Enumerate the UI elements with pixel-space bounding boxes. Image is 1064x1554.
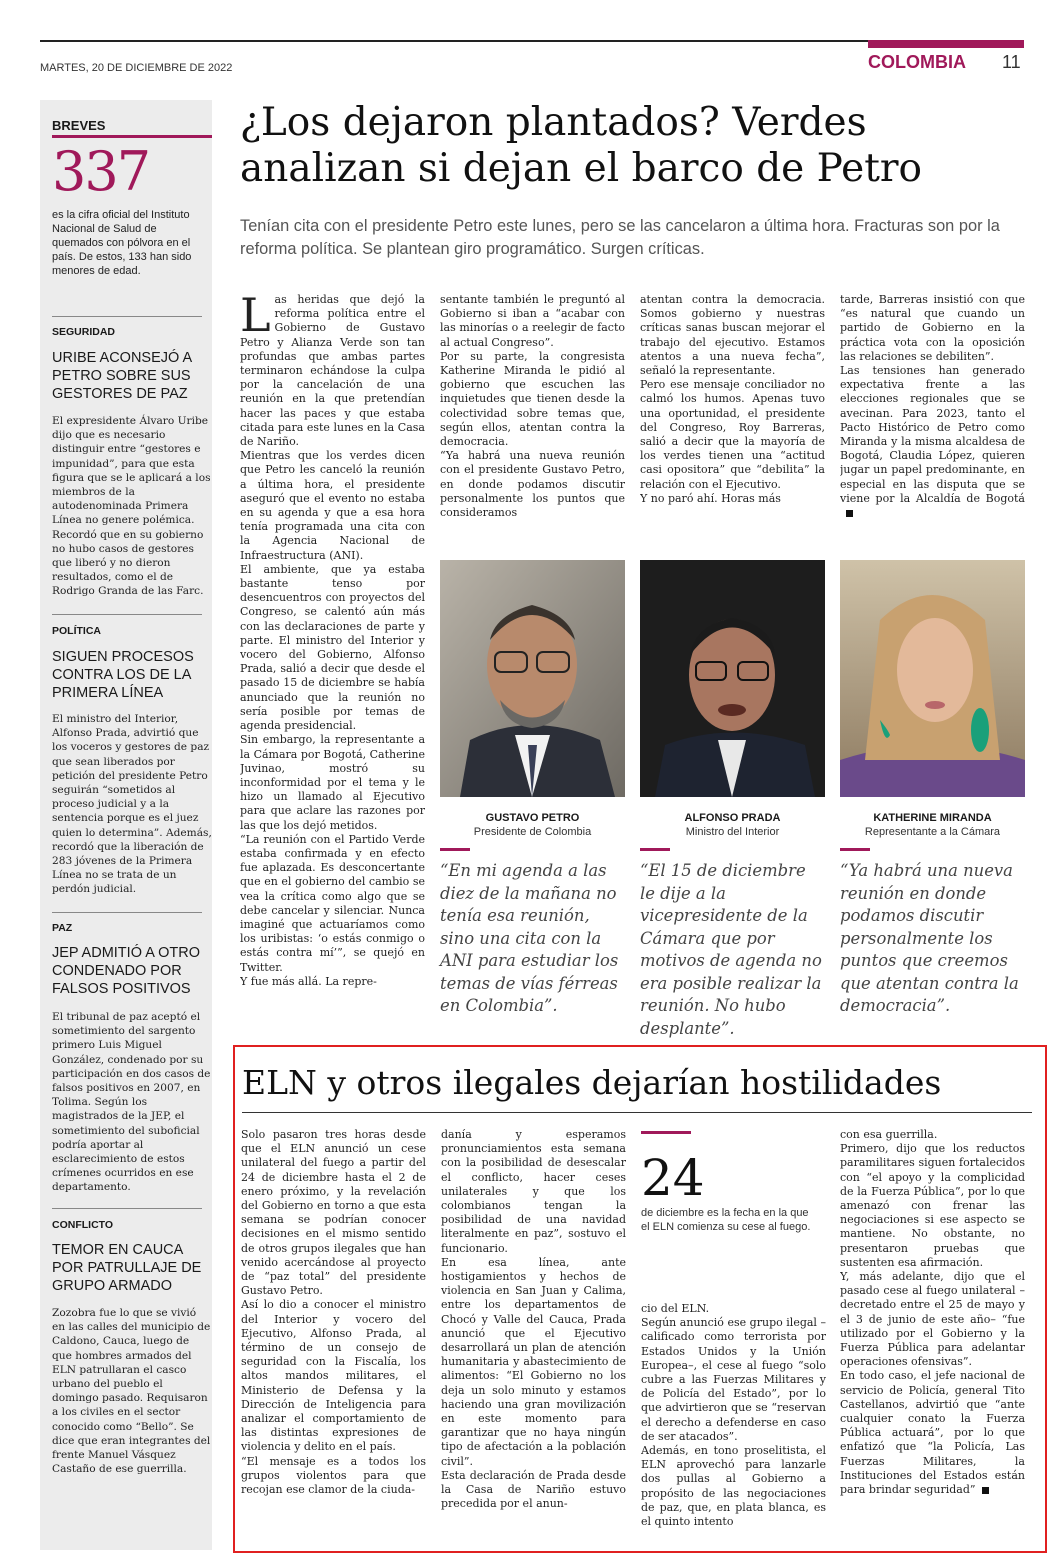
sidebar-stat-number: 337 [52, 140, 150, 203]
profile-quote: “En mi agenda a las diez de la mañana no tenía esa reunión, sino una cita con la ANI para estudiar los temas de vías férreas en Colombia”. [440, 861, 619, 1015]
article-column-1-text: as heridas que dejó la reforma política entre el Gobierno de Gustavo Petro y Alianza Verde son tan profundas que ambas partes terminaron echándose la culpa por la cancelación de una reunión en la que pretendían hacer las paces y que estaba citada para este lunes en la Casa de Nariño. Mientras que los verdes dicen que Petro les canceló la reunión a última hora, el presidente aseguró que el evento no estaba en su agenda y que a esa hora tenía programada una cita con la Agencia Nacional de Infraestructura (ANI). El ambiente, que ya estaba bastante tenso por desencuentros con proyectos del Congreso, se calentó aún más con las declaraciones de parte y parte. El ministro del Interior y vocero del Gobierno, Alfonso Prada, salió a decir que desde el pasado 15 de diciembre se había anunciado que la reunión no sería posible por temas de agenda presidencial. Sin embargo, la representante a la Cámara por Bogotá, Catherine Juvinao, mostró su inconformidad por el tema y le hizo un llamado al Ejecutivo para que aclare las razones por las que los dejó metidos. “La reunión con el Partido Verde estaba confirmada y en efecto fue aplazada. Es desconcertante que en el gobierno del cambio se vea la crítica como algo que se debe cancelar y silenciar. Nunca imaginé que actuaríamos como los uribistas: ‘o estás conmigo o estás contra mí’”, se quejó en Twitter. Y fue más allá. La repre- [240, 293, 425, 988]
article-column-1 [240, 293, 425, 1023]
sidebar-divider [52, 1208, 202, 1209]
prada-photo [640, 560, 825, 797]
brief-headline: JEP ADMITIÓ A OTRO CONDENADO POR FALSOS POSITIVOS [52, 945, 200, 997]
article-column-2: sentante también le preguntó al Gobierno si iban a “acabar con las minorías o a reelegir de facto al actual Congreso”. Por su parte, la congresista Katherine Miranda le pidió al gobierno que escuchen las inquietudes que tienen desde la colectividad sobre temas que, según ellos, atentan contra la democracia. “Ya habrá una nueva reunión con el presidente Gustavo Petro, en donde podamos discutir personalmente los puntos que consideramos [440, 293, 625, 520]
sidebar-stat-text: es la cifra oficial del Instituto Nacional de Salud de quemados con pólvora en el país. De estos, 133 han sido menores de edad. [52, 209, 192, 277]
quote-rule [840, 848, 870, 851]
brief-body: El tribunal de paz aceptó el sometimiento del sargento primero Luis Miguel González, condenado por su participación en dos casos de falsos positivos en 2007, en Tolima. Según los magistrados de la JEP, el sometimiento del suboficial podría aportar al esclarecimiento de estos crímenes ocurridos en ese departamento. [52, 1011, 211, 1194]
second-headline: ELN y otros ilegales dejarían hostilidades [242, 1063, 942, 1102]
second-article-column-3: cio del ELN. Según anunció ese grupo ilegal –calificado como terrorista por Estados Unidos y la Unión Europea–, el cese al fuego “solo cubre a las Fuerzas Militares y de Policía del Estado”, por lo que advirtieron que se “reservan el derecho a defenderse en caso de ser atacados”. Además, en tono proselitista, el ELN aprovechó para lanzarle dos pullas al Gobierno a propósito de las negociaciones de paz, que, en plata blanca, es el quinto intento [641, 1302, 826, 1529]
brief-body: El ministro del Interior, Alfonso Prada, advirtió que los voceros y gestores de paz que sean liberados por petición del presidente Petro seguirán “sometidos al proceso judicial y a la sentencia porque es el juez quien lo determina”. Además, recordó que la liberación de 283 jóvenes de la Primera Línea no se trata de un perdón judicial. [52, 713, 212, 896]
brief-category: SEGURIDAD [52, 326, 116, 338]
drop-cap: L [240, 293, 271, 342]
brief-body: El expresidente Álvaro Uribe dijo que es necesario distinguir entre “gestores e impunidad”, para que esta figura que se le aplicará a los miembros de la autodenominada Primera Línea no genere polémica. Recordó que en su gobierno no hubo casos de gestores que liberó y no dieron resultados, como el de Rodrigo Granda de las Farc. [52, 415, 211, 598]
quote-rule [640, 848, 670, 851]
miranda-photo [840, 560, 1025, 797]
second-article-column-4-text: con esa guerrilla. Primero, dijo que los reductos paramilitares siguen fortalecidos con “el apoyo y la complicidad de la Fuerza Pública”, por lo que amenazó con frenar las negociaciones si ese aspecto se mantiene. No obstante, no presentaron pruebas que sustenten esa afirmación. Y, más adelante, dijo que el pasado cese al fuego unilateral –decretado entre el 25 de mayo y el 3 de junio de este año– “fue utilizado por el Gobierno y la Fuerza Pública para adelantar operaciones ofensivas”. En todo caso, el jefe nacional de servicio de Policía, general Tito Castellanos, advirtió que “ante cualquier conato la Fuerza Pública actuará”, por lo que enfatizó que “la Policía, Las Fuerzas Militares, la Instituciones del Estados están para brindar seguridad” [840, 1128, 1025, 1497]
profile-quote: “Ya habrá una nueva reunión en donde podamos discutir personalmente los puntos que creemos que atentan contra la democracia”. [840, 861, 1019, 1015]
profile-name: ALFONSO PRADA [684, 812, 781, 824]
profile-quote: “El 15 de diciembre le dije a la vicepresidente de la Cámara que por motivos de agenda no era posible realizar la reunión. No hubo desplante”. [640, 861, 822, 1038]
brief-category: POLÍTICA [52, 625, 101, 637]
brief-category: CONFLICTO [52, 1219, 114, 1231]
main-headline: ¿Los dejaron plantados? Verdes analizan si dejan el barco de Petro [240, 100, 923, 191]
profile-name: GUSTAVO PETRO [485, 812, 580, 824]
sidebar-divider [52, 316, 202, 317]
section-name: COLOMBIA [868, 52, 966, 72]
quote-rule [440, 848, 470, 851]
second-article-column-1: Solo pasaron tres horas desde que el ELN anunció un cese unilateral del fuego a partir del 24 de diciembre hasta el 2 de enero próximo, y la revelación del Gobierno en torno a que esta semana se podrían conocer decisiones en el mismo sentido de otros grupos ilegales que han venido acercándose al proyecto de “paz total” del presidente Gustavo Petro. Así lo dio a conocer el ministro del Interior y vocero del Ejecutivo, Alfonso Prada, al término de un consejo de seguridad con la Fiscalía, los altos mandos militares, el Ministerio de Defensa y la Dirección de Inteligencia para analizar el comportamiento de las distintas expresiones de violencia y delito en el país. “El mensaje es a todos los grupos violentos para que recojan ese clamor de la ciuda- [241, 1128, 426, 1497]
brief-headline: URIBE ACONSEJÓ A PETRO SOBRE SUS GESTORES DE PAZ [52, 350, 192, 402]
main-deck: Tenían cita con el presidente Petro este lunes, pero se las cancelaron a última hora. Fracturas son por la reforma política. Se plantean giro programático. Surgen críticas. [240, 217, 1000, 258]
brief-body: Zozobra fue lo que se vivió en las calles del municipio de Caldono, Cauca, luego de que hombres armados del ELN patrullaran el casco urbano del pueblo el domingo pasado. Requisaron a los civiles en el sector conocido como “Bello”. Se dice que eran integrantes del frente Manuel Vásquez Castaño de ese guerrilla. [52, 1307, 211, 1476]
stat-text: de diciembre es la fecha en la que el ELN comienza su cese al fuego. [641, 1207, 811, 1233]
end-mark [846, 510, 853, 517]
profile-role: Ministro del Interior [685, 826, 780, 838]
issue-date: MARTES, 20 DE DICIEMBRE DE 2022 [40, 62, 233, 74]
second-article-column-2: danía y esperamos pronunciamientos esta semana con la posibilidad de desescalar el conflicto, hacer ceses unilaterales y que los colombianos tengan la posibilidad de una navidad literalmente en paz”, sostuvo el funcionario. En esa línea, ante hostigamientos y hechos de violencia en San Juan y Calima, entre los departamentos de Chocó y Valle del Cauca, Prada anunció que el Ejecutivo desarrollará un plan de atención humanitaria y abastecimiento de alimentos: “El Gobierno no los deja un solo minuto y estamos haciendo una gran movilización en este momento para garantizar que no haya ningún tipo de afectación a la población civil”. Esta declaración de Prada desde la Casa de Nariño estuvo precedida por el anun- [441, 1128, 626, 1511]
second-article-column-4 [840, 1128, 1025, 1543]
profile-name: KATHERINE MIRANDA [873, 812, 992, 824]
stat-rule [641, 1131, 691, 1134]
profile-role: Representante a la Cámara [864, 826, 1001, 838]
brief-headline: SIGUEN PROCESOS CONTRA LOS DE LA PRIMERA LÍNEA [52, 649, 194, 701]
end-mark [982, 1487, 989, 1494]
petro-photo [440, 560, 625, 797]
page-number: 11 [1002, 52, 1021, 72]
sidebar-title: BREVES [52, 118, 106, 133]
stat-number: 24 [641, 1149, 705, 1207]
sidebar-divider [52, 614, 202, 615]
brief-category: PAZ [52, 922, 73, 934]
article-column-4 [840, 293, 1025, 538]
section-bar [868, 40, 1024, 48]
article-column-3: atentan contra la democracia. Somos gobierno y nuestras críticas sanas buscan mejorar el trabajo del ejecutivo. Estamos atentos a una nueva fecha”, señaló la representante. Pero ese mensaje conciliador no calmó los humos. Apenas tuvo una oportunidad, el presidente del Congreso, Roy Barreras, salió a decir que la mayoría de los verdes tienen una “actitud casi opositora” que “debilita” la relación con el Ejecutivo. Y no paró ahí. Horas más [640, 293, 825, 505]
profile-role: Presidente de Colombia [473, 826, 592, 838]
article-column-4-text: tarde, Barreras insistió con que “es natural que cuando un partido de Gobierno en la práctica vota con la oposición las relaciones se debiliten”. Las tensiones han generado expectativa frente a las elecciones regionales que se avecinan. Para 2023, tanto el Pacto Histórico de Petro como Miranda y la misma alcaldesa de Bogotá, Claudia López, quieren jugar un papel predominante, en especial en las disputa que se viene por la Alcaldía de Bogotá [840, 293, 1025, 505]
sidebar-divider [52, 912, 202, 913]
second-headline-rule [242, 1112, 1032, 1113]
sidebar-title-rule [52, 135, 212, 138]
brief-headline: TEMOR EN CAUCA POR PATRULLAJE DE GRUPO ARMADO [52, 1242, 202, 1294]
